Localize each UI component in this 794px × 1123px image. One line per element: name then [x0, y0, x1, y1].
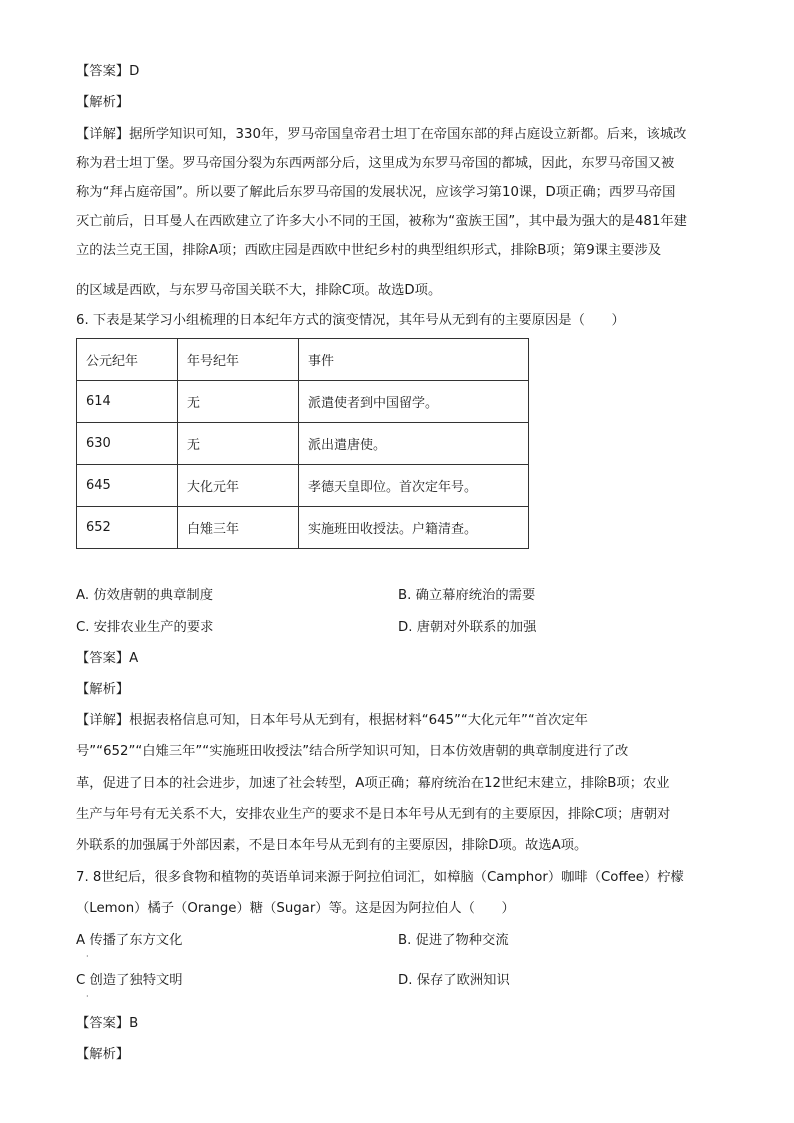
table-row	[77, 381, 529, 423]
question-stem: （Lemon）橘子（Orange）糖（Sugar）等。这是因为阿拉伯人（ ）	[76, 901, 515, 916]
option-c[interactable]: C 创造了独特文明	[76, 973, 183, 988]
table-cell: 630	[77, 423, 178, 465]
question-stem: 6. 下表是某学习小组梳理的日本纪年方式的演变情况，其年号从无到有的主要原因是（ ）	[76, 313, 625, 328]
option-d[interactable]: D. 唐朝对外联系的加强	[398, 620, 537, 635]
table-header: 公元纪年	[77, 339, 178, 381]
table-cell: 大化元年	[178, 465, 299, 507]
option-b[interactable]: B. 促进了物种交流	[398, 933, 509, 948]
detail-line: 【详解】据所学知识可知，330年，罗马帝国皇帝君士坦丁在帝国东部的拜占庭设立新都。后来，该城改	[76, 127, 687, 142]
option-a[interactable]: A. 仿效唐朝的典章制度	[76, 588, 213, 603]
detail-line: 号”“652”“白雉三年”“实施班田收授法”结合所学知识可知，日本仿效唐朝的典章制度进行了改	[76, 744, 629, 759]
option-marker-dot: ·	[86, 952, 89, 961]
analysis-label: 【解析】	[76, 1047, 130, 1062]
detail-line: 立的法兰克王国，排除A项；西欧庄园是西欧中世纪乡村的典型组织形式，排除B项；第9课主要涉及	[76, 243, 662, 258]
table-header: 事件	[299, 339, 529, 381]
table-cell: 无	[178, 423, 299, 465]
detail-line: 生产与年号有无关系不大，安排农业生产的要求不是日本年号从无到有的主要原因，排除C项；唐朝对	[76, 807, 671, 822]
answer-label: 【答案】A	[76, 651, 139, 666]
table-cell: 652	[77, 507, 178, 549]
option-a[interactable]: A 传播了东方文化	[76, 933, 183, 948]
option-b[interactable]: B. 确立幕府统治的需要	[398, 588, 536, 603]
option-marker-dot: ·	[86, 992, 89, 1001]
option-c[interactable]: C. 安排农业生产的要求	[76, 620, 214, 635]
table-header: 年号纪年	[178, 339, 299, 381]
table-cell: 无	[178, 381, 299, 423]
answer-label: 【答案】B	[76, 1016, 139, 1031]
detail-line: 外联系的加强属于外部因素，不是日本年号从无到有的主要原因，排除D项。故选A项。	[76, 838, 588, 853]
detail-line: 称为君士坦丁堡。罗马帝国分裂为东西两部分后，这里成为东罗马帝国的都城，因此，东罗马帝国又被	[76, 156, 675, 171]
analysis-label: 【解析】	[76, 95, 130, 110]
calendar-table	[76, 338, 529, 549]
table-cell: 孝德天皇即位。首次定年号。	[299, 465, 529, 507]
question-stem: 7. 8世纪后，很多食物和植物的英语单词来源于阿拉伯词汇，如樟脑（Camphor）咖啡（Coffee）柠檬	[76, 870, 684, 885]
table-row	[77, 423, 529, 465]
table-cell: 白雉三年	[178, 507, 299, 549]
table-cell: 645	[77, 465, 178, 507]
analysis-label: 【解析】	[76, 682, 130, 697]
table-header-row	[77, 339, 529, 381]
detail-line: 的区域是西欧，与东罗马帝国关联不大，排除C项。故选D项。	[76, 283, 442, 298]
detail-line: 【详解】根据表格信息可知，日本年号从无到有，根据材料“645”“大化元年”“首次定年	[76, 713, 588, 728]
detail-line: 称为“拜占庭帝国”。所以要了解此后东罗马帝国的发展状况，应该学习第10课，D项正确；西罗马帝国	[76, 185, 676, 200]
option-d[interactable]: D. 保存了欧洲知识	[398, 973, 510, 988]
detail-line: 革，促进了日本的社会进步，加速了社会转型，A项正确；幕府统治在12世纪末建立，排除B项；农业	[76, 776, 670, 791]
table-cell: 派遣使者到中国留学。	[299, 381, 529, 423]
table-cell: 派出遣唐使。	[299, 423, 529, 465]
detail-line: 灭亡前后，日耳曼人在西欧建立了许多大小不同的王国，被称为“蛮族王国”，其中最为强大的是481年建	[76, 214, 687, 229]
table-row	[77, 507, 529, 549]
table-cell: 614	[77, 381, 178, 423]
answer-label: 【答案】D	[76, 64, 140, 79]
table-cell: 实施班田收授法。户籍清查。	[299, 507, 529, 549]
table-row	[77, 465, 529, 507]
